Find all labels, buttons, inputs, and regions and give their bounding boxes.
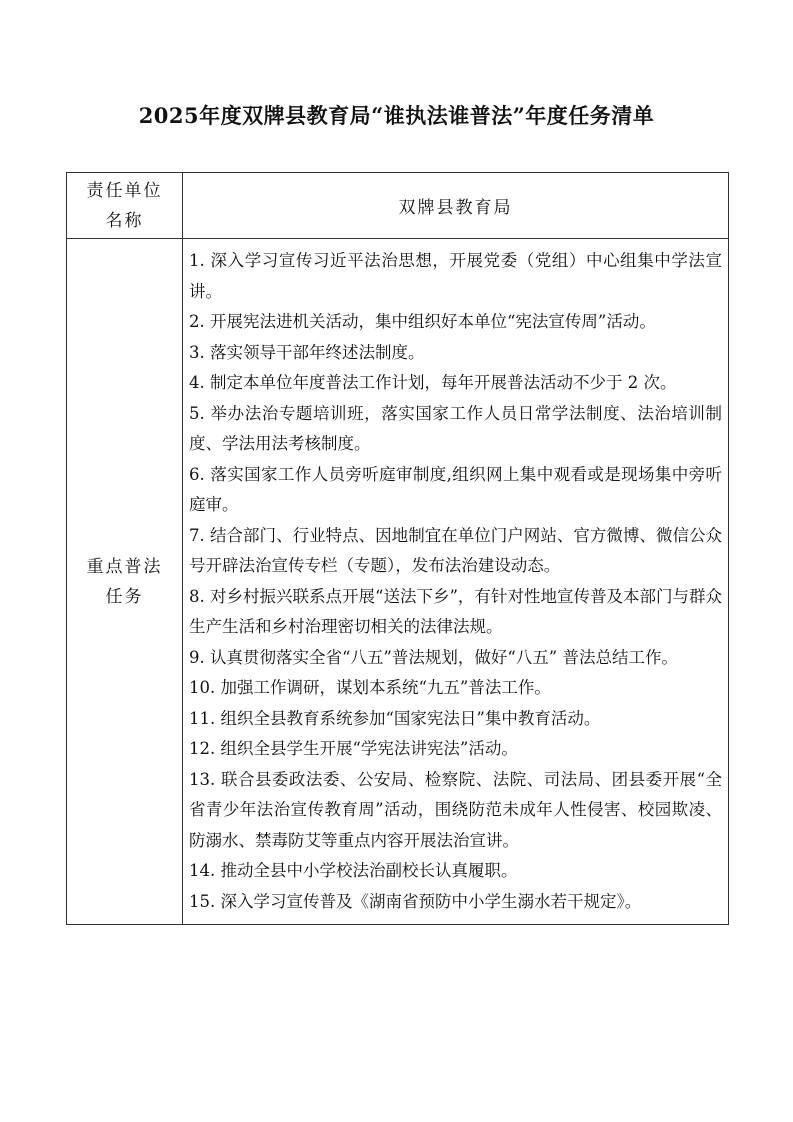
task-item: 12. 组织全县学生开展“学宪法讲宪法”活动。 — [189, 739, 518, 758]
tasks-list — [183, 239, 729, 925]
tasks-label-line2: 任务 — [105, 586, 144, 607]
task-item: 7. 结合部门、行业特点、因地制宜在单位门户网站、官方微博、微信公众号开辟法治宣传专栏（专题），发布法治建设动态。 — [189, 525, 722, 575]
task-item: 3. 落实领导干部年终述法制度。 — [189, 342, 425, 362]
task-item: 1. 深入学习宣传习近平法治思想，开展党委（党组）中心组集中学法宣讲。 — [189, 251, 722, 301]
task-item: 8. 对乡村振兴联系点开展“送法下乡”，有针对性地宣传普及本部门与群众生产生活和乡村治理密切相关的法律法规。 — [189, 586, 722, 636]
document-title: 2025年度双牌县教育局“谁执法谁普法”年度任务清单 — [138, 103, 655, 128]
task-item: 4. 制定本单位年度普法工作计划，每年开展普法活动不少于 2 次。 — [189, 373, 677, 392]
tasks-label-cell — [67, 239, 183, 925]
task-item: 14. 推动全县中小学校法治副校长认真履职。 — [189, 861, 518, 880]
unit-label-cell — [67, 173, 183, 239]
task-table — [66, 172, 729, 925]
task-item: 13. 联合县委政法委、公安局、检察院、法院、司法局、团县委开展“全省青少年法治宣传教育周”活动，围绕防范未成年人性侵害、校园欺凌、防溺水、禁毒防艾等重点内容开展法治宣讲。 — [189, 769, 722, 850]
task-item: 11. 组织全县教育系统参加“国家宪法日”集中教育活动。 — [189, 708, 601, 728]
tasks-label-line1: 重点普法 — [86, 556, 163, 577]
unit-label-line1: 责任单位 — [86, 180, 163, 201]
tasks-row — [67, 239, 729, 925]
task-item: 10. 加强工作调研，谋划本系统“九五”普法工作。 — [189, 678, 551, 697]
unit-row — [67, 173, 729, 239]
task-item: 9. 认真贯彻落实全省“八五”普法规划，做好“八五” 普法总结工作。 — [189, 647, 678, 667]
task-item: 5. 举办法治专题培训班，落实国家工作人员日常学法制度、法治培训制度、学法用法考核制度。 — [189, 403, 722, 453]
task-item: 2. 开展宪法进机关活动，集中组织好本单位“宪法宣传周”活动。 — [189, 312, 656, 331]
unit-value: 双牌县教育局 — [183, 173, 729, 239]
task-item: 15. 深入学习宣传普及《湖南省预防中小学生溺水若干规定》。 — [189, 891, 642, 911]
task-item: 6. 落实国家工作人员旁听庭审制度,组织网上集中观看或是现场集中旁听庭审。 — [189, 464, 722, 514]
unit-label-line2: 名称 — [105, 210, 144, 231]
